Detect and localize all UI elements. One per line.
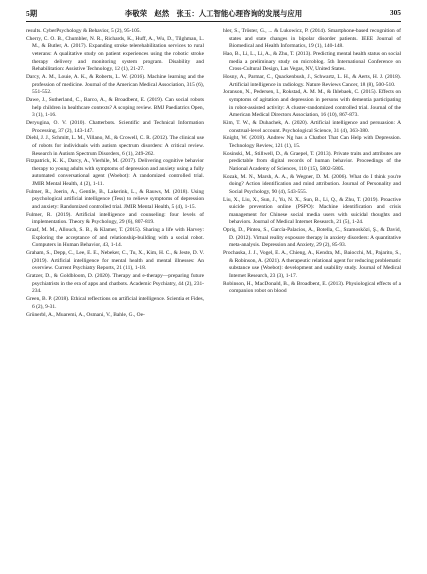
- reference-entry: Cherry, C. O. B., Chumbler, N. R., Richards, K., Huff, A., Wu, D., Tilghman, L. M., & Butler, A. (2017). Expanding stroke telerehabilitation services to rural veterans: A qualitative study on patient experiences using the robotic stroke therapy delivery and monitoring system program. Disability and Rehabilitation: Assistive Technology, 12 (1), 21-27.: [26, 35, 204, 73]
- reference-entry: Prochaska, J. J., Vogel, E. A., Chieng, A., Kendra, M., Baiocchi, M., Pajarito, S., & Robinson, A. (2021). A therapeutic relational agent for reducing problematic substance use (Woebot): development and usability study. Journal of Medical Internet Research, 23 (3), 1-17.: [223, 250, 401, 279]
- reference-entry: Fulmer, R. (2019). Artificial intelligence and counseling: four levels of implementation. Theory & Psychology, 29 (6), 807-819.: [26, 211, 204, 226]
- reference-column-right: [223, 28, 401, 296]
- reference-entry: Gratzer, D., & Goldbloom, D. (2020). Therapy and e-therapy—preparing future psychiatrists in the era of apps and chatbots. Academic Psychiatry, 44 (2), 231-234.: [26, 273, 204, 295]
- reference-entry: Grünerbl, A., Muaremi, A., Osmani, V., Bahle, G., Oe-: [26, 311, 145, 318]
- reference-entry: Diehl, J. J., Schmitt, L. M., Villano, M., & Crowell, C. R. (2012). The clinical use of robots for individuals with autism spectrum disorders: A critical review. Research in Autism Spectrum Disorders, 6 (1), 249-262.: [26, 135, 204, 157]
- reference-entry: Hao, B., Li, L., Li, A., & Zhu, T. (2013). Predicting mental health status on social media a preliminary study on microblog. 5th International Conference on Cross-Cultural Design, Las Vegas, NV, United States.: [223, 50, 401, 73]
- reference-entry: Opriş, D., Pintea, S., García-Palacios, A., Botella, C., Szamosközi, Ş., & David, D. (2012). Virtual reality exposure therapy in anxiety disorders: A quantitative meta-analysis. Depression and Anxiety, 29 (2), 85-93.: [223, 227, 401, 249]
- reference-entry: Kim, T. W., & Duhachek, A. (2020). Artificial intelligence and persuasion: A construal-level account. Psychological Science, 31 (4), 363-380.: [223, 119, 401, 134]
- reference-column-left: [26, 28, 204, 319]
- reference-entry: Joranson, N., Pedersen, I., Rokstad, A. M. M., & Ihlebaek, C. (2015). Effects on symptoms of agitation and depression in persons with dementia participating in robot-assisted activity: A cluster-randomized controlled trial. Journal of the American Medical Directors Association, 16 (10), 867-873.: [223, 89, 401, 119]
- reference-entry: Graham, S., Depp, C., Lee, E. E., Nebeker, C., Tu, X., Kim, H. C., & Jeste, D. V. (2019). Artificial intelligence for mental health and mental illnesses: An overview. Current Psychiatry Reports, 21 (11), 1-18.: [26, 250, 204, 272]
- running-header: [26, 8, 401, 22]
- header-rule: [26, 21, 401, 22]
- reference-entry: Kozak, M. N., Marsh, A. A., & Wegner, D. M. (2006). What do I think you're doing? Action identification and mind attribution. Journal of Personality and Social Psychology, 90 (4), 543-555.: [223, 173, 401, 195]
- reference-entry: results. CyberPsychology & Behavior, 5 (2), 95-105.: [26, 28, 141, 34]
- reference-entry: Dawe, J., Sutherland, C., Barco, A., & Broadbent, E. (2019). Can social robots help children in healthcare contexts? A scoping review. BMJ Paediatrics Open, 3 (1), 1-16.: [26, 96, 204, 119]
- reference-entry: Hosny, A., Parmar, C., Quackenbush, J., Schwartz, L. H., & Aerts, H. J. (2018). Artificial intelligence in radiology. Nature Reviews Cancer, 18 (8), 500-510.: [223, 73, 401, 88]
- reference-entry: Darcy, A. M., Louie, A. K., & Roberts, L. W. (2016). Machine learning and the profession of medicine. Journal of the American Medical Association, 315 (6), 551-552.: [26, 73, 204, 96]
- reference-entry: Fulmer, R., Joerin, A., Gentile, B., Lakerink, L., & Rauws, M. (2018). Using psychological artificial intelligence (Tess) to relieve symptoms of depression and anxiety: Randomized controlled trial. JMIR Mental Health, 5 (4), 1-15.: [26, 188, 204, 211]
- reference-entry: Knight, W. (2018). Andrew Ng has a Chatbot That Can Help with Depression. Technology Review, 121 (1), 15.: [223, 135, 401, 149]
- reference-entry: Green, B. P. (2018). Ethical reflections on artificial intelligence. Scientia et Fides, 6 (2), 9-31.: [26, 296, 204, 310]
- reference-entry: Liu, X., Liu, X., Sun, J., Yu, N. X., Sun, B., Li, Q., & Zhu, T. (2019). Proactive suicide prevention online (PSPO): Machine identification and crisis management for Chinese social media users with suicidal thoughts and behaviors. Journal of Medical Internet Research, 21 (5), 1-24.: [223, 196, 401, 226]
- reference-entry: Fitzpatrick, K. K., Darcy, A., Vierhile, M. (2017). Delivering cognitive behavior therapy to young adults with symptoms of depression and anxiety using a fully automated conversational agent (Woebot): A randomized controlled trial. JMIR Mental Health, 4 (2), 1-11.: [26, 158, 204, 188]
- reference-entry: Kosinski, M., Stillwell, D., & Graepel, T. (2013). Private traits and attributes are predictable from digital records of human behavior. Proceedings of the National Academy of Sciences, 110 (15), 5802-5805.: [223, 150, 401, 172]
- reference-entry: Robinson, H., MacDonald, B., & Broadbent, E. (2013). Physiological effects of a companion robot on blood: [223, 280, 401, 295]
- running-title: 李敬荣 赵然 张玉：人工智能心理咨询的发展与应用: [124, 9, 303, 18]
- page-number: 305: [389, 8, 401, 17]
- reference-entry: Deryugina, O. V. (2010). Chatterbots. Scientific and Technical Information Processing, 37 (2), 143-147.: [26, 119, 204, 134]
- reference-entry: hler, S., Tröster, G., ... & Lukowicz, P. (2014). Smartphone-based recognition of states and state changes in bipolar disorder patients. IEEE Journal of Biomedical and Health Informatics, 19 (1), 140-148.: [223, 28, 401, 50]
- reference-entry: Graaf, M. M., Allouch, S. B., & Klamer, T. (2015). Sharing a life with Harvey: Exploring the acceptance of and relationship-building with a social robot. Computers in Human Behavior, 43, 1-14.: [26, 227, 204, 249]
- issue-number: 5期: [26, 9, 38, 18]
